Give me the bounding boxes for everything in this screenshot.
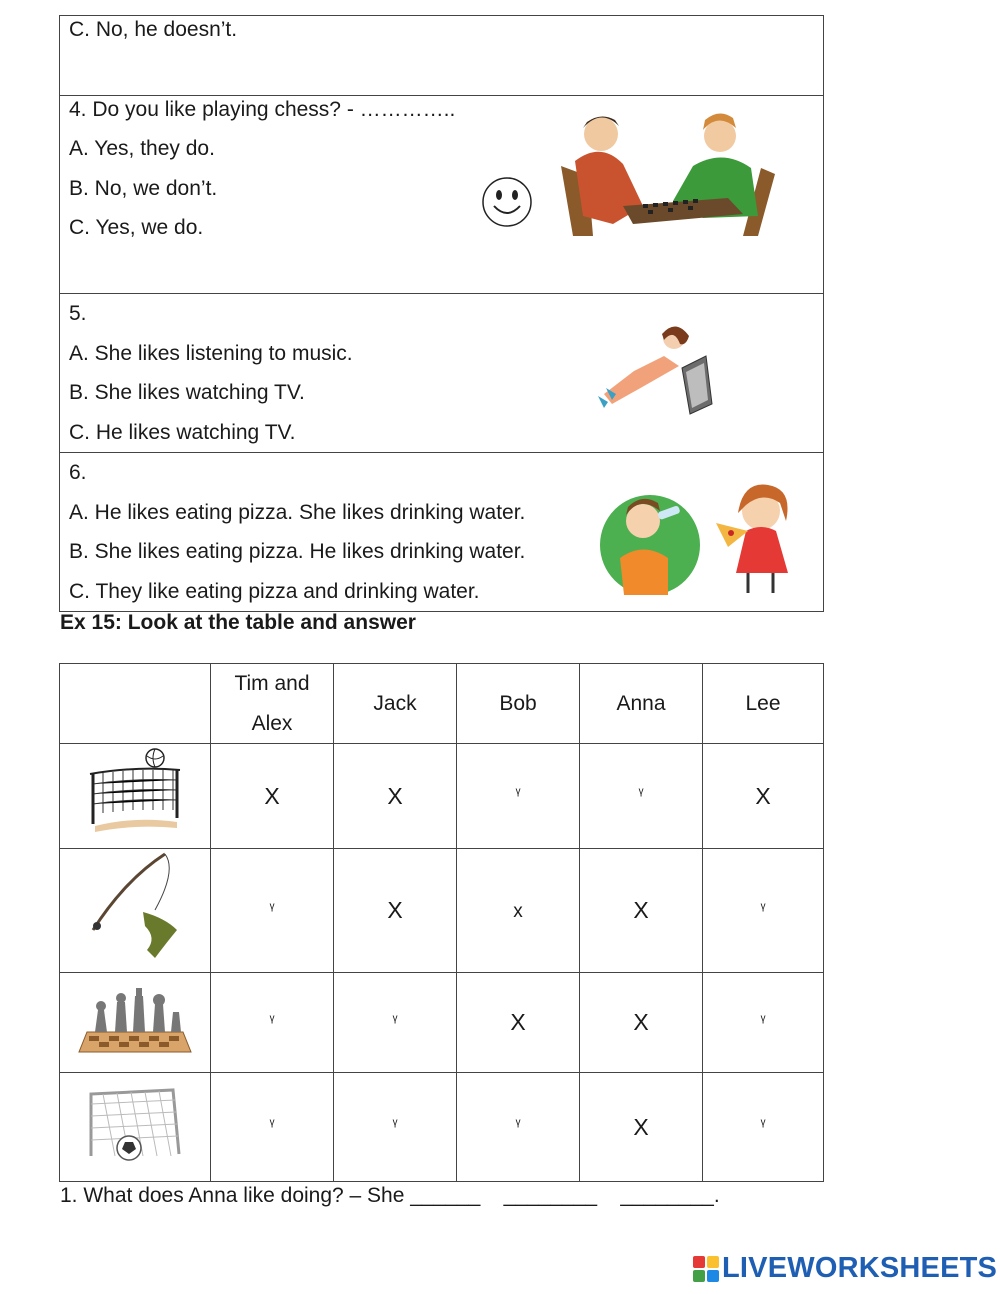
mark-bob-football: ᵞ: [457, 1073, 580, 1182]
header-tim-and-alex: Tim and Alex: [211, 664, 334, 744]
mark-jack-football: ᵞ: [334, 1073, 457, 1182]
brand-logo: [692, 1252, 997, 1285]
table-row-football: [60, 1073, 824, 1182]
question-6-cell: [60, 453, 824, 612]
mark-jack-fishing: X: [334, 849, 457, 973]
smiley-icon: [481, 176, 533, 228]
header-lee: Lee: [703, 664, 824, 744]
mark-jack-chess: ᵞ: [334, 973, 457, 1073]
q6-option-c: C. They like eating pizza and drinking water.: [69, 579, 480, 603]
mark-anna-volleyball: ᵞ: [580, 744, 703, 849]
exercise-title: Ex 15: Look at the table and answer: [60, 611, 416, 634]
q5-option-a: A. She likes listening to music.: [69, 341, 353, 365]
q6-option-a: A. He likes eating pizza. She likes drinking water.: [69, 500, 526, 524]
table-row-chess: [60, 973, 824, 1073]
header-bob: Bob: [457, 664, 580, 744]
mark-anna-fishing: X: [580, 849, 703, 973]
mark-bob-fishing: x: [457, 849, 580, 973]
questions-table: [59, 15, 824, 612]
header-corner: [60, 664, 211, 744]
q5-option-b: B. She likes watching TV.: [69, 381, 305, 404]
football-icon: [60, 1073, 211, 1182]
mark-lee-volleyball: X: [703, 744, 824, 849]
mark-lee-fishing: ᵞ: [703, 849, 824, 973]
header-jack: Jack: [334, 664, 457, 744]
girl-watching-tv-image: [594, 316, 724, 421]
header-anna: Anna: [580, 664, 703, 744]
q6-number: 6.: [69, 461, 87, 484]
mark-tim-alex-chess: ᵞ: [211, 973, 334, 1073]
mark-tim-alex-fishing: ᵞ: [211, 849, 334, 973]
q4-option-a: A. Yes, they do.: [69, 137, 215, 160]
q5-number: 5.: [69, 302, 87, 325]
liveworksheets-logo-icon: [692, 1255, 720, 1283]
kids-pizza-water-image: [598, 473, 808, 598]
q3-option-c: C. No, he doesn’t.: [69, 18, 238, 41]
activities-grid: [59, 663, 824, 1182]
question-4-cell: [60, 96, 824, 294]
fishing-icon: [60, 849, 211, 973]
q5-option-c: C. He likes watching TV.: [69, 420, 296, 444]
q4-prompt: 4. Do you like playing chess? - …………..: [69, 98, 456, 121]
q4-option-b: B. No, we don’t.: [69, 176, 218, 200]
volleyball-icon: [60, 744, 211, 849]
table-row-fishing: [60, 849, 824, 973]
mark-tim-alex-football: ᵞ: [211, 1073, 334, 1182]
q6-option-b: B. She likes eating pizza. He likes drinking water.: [69, 540, 526, 563]
mark-lee-chess: ᵞ: [703, 973, 824, 1073]
mark-bob-chess: X: [457, 973, 580, 1073]
mark-anna-football: X: [580, 1073, 703, 1182]
mark-bob-volleyball: ᵞ: [457, 744, 580, 849]
chess-icon: [60, 973, 211, 1073]
brand-name: LIVEWORKSHEETS: [722, 1252, 998, 1284]
question-3-cell: [60, 16, 824, 96]
question-5-cell: [60, 294, 824, 453]
mark-lee-football: ᵞ: [703, 1073, 824, 1182]
answer-question: 1. What does Anna like doing? – She ______ ________ ________.: [60, 1184, 720, 1207]
table-row-volleyball: [60, 744, 824, 849]
q4-option-c: C. Yes, we do.: [69, 216, 204, 239]
mark-anna-chess: X: [580, 973, 703, 1073]
mark-jack-volleyball: X: [334, 744, 457, 849]
mark-tim-alex-volleyball: X: [211, 744, 334, 849]
boys-playing-chess-image: [553, 106, 778, 241]
